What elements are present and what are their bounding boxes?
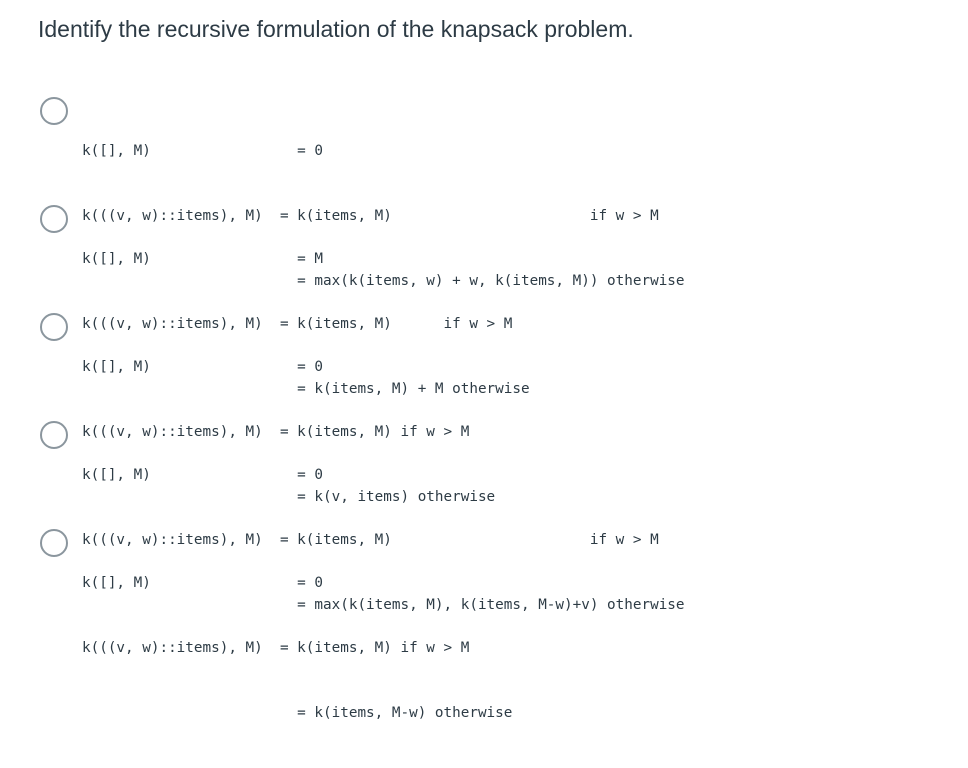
formula-line: = k(items, M-w) otherwise xyxy=(82,704,513,721)
radio-button[interactable] xyxy=(40,529,68,557)
formula-line: k([], M) = 0 xyxy=(82,575,324,592)
question-text: Identify the recursive formulation of the knapsack problem. xyxy=(38,16,634,42)
formula-line: k(((v, w)::items), M) = k(items, M) if w > M xyxy=(82,423,470,440)
formula-line: k(((v, w)::items), M) = k(items, M) if w > M xyxy=(82,315,513,332)
formula-line: k([], M) = 0 xyxy=(82,467,324,484)
formula-line: k([], M) = M xyxy=(82,251,324,268)
radio-button[interactable] xyxy=(40,313,68,341)
formula-line: k([], M) = 0 xyxy=(82,359,324,376)
formula-line: = k(v, items) otherwise xyxy=(82,488,496,505)
formula-line: = max(k(items, M), k(items, M-w)+v) otherwise xyxy=(82,596,685,613)
formula-line: k(((v, w)::items), M) = k(items, M) if w > M xyxy=(82,639,470,656)
formula-line: k(((v, w)::items), M) = k(items, M) if w > M xyxy=(82,531,659,548)
formula-line: = k(items, M) + M otherwise xyxy=(82,380,530,397)
radio-button[interactable] xyxy=(40,421,68,449)
radio-button[interactable] xyxy=(40,205,68,233)
formula-line: k(((v, w)::items), M) = k(items, M) if w > M xyxy=(82,207,659,224)
formula-line: k([], M) = 0 xyxy=(82,143,324,160)
formula-line: = max(k(items, w) + w, k(items, M)) otherwise xyxy=(82,272,685,289)
answer-formula xyxy=(82,530,512,768)
radio-button[interactable] xyxy=(40,97,68,125)
